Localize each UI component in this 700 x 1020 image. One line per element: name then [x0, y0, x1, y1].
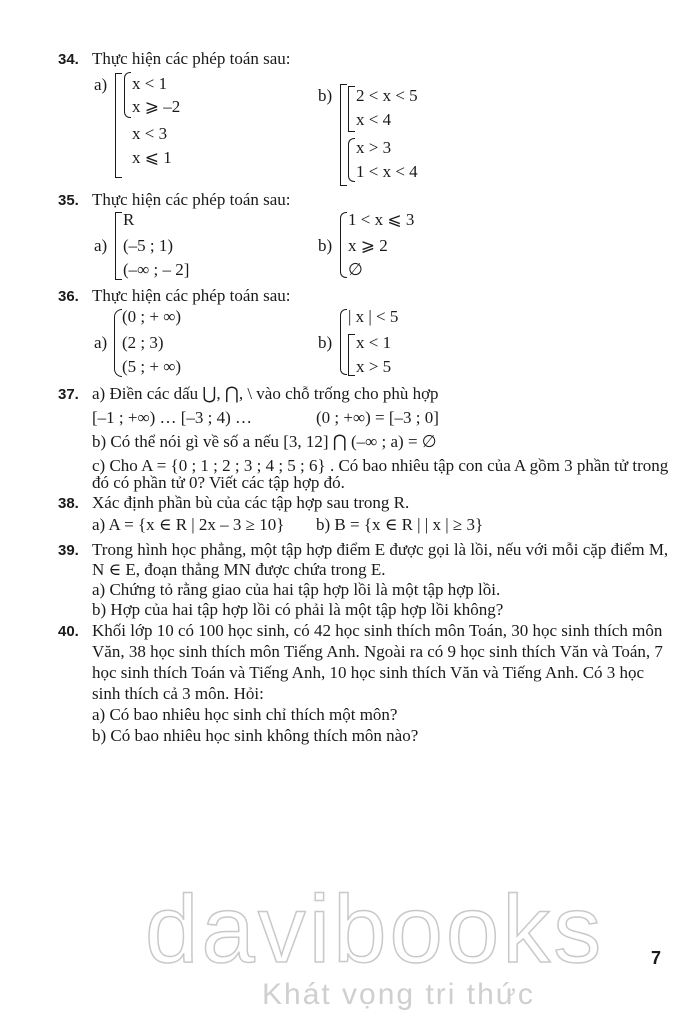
problem-number: 40. — [58, 623, 79, 640]
text-line: a) Có bao nhiêu học sinh chỉ thích một môn? — [92, 705, 398, 724]
condition: ∅ — [348, 260, 363, 279]
square-bracket — [340, 84, 347, 186]
text-line: sinh thích cả 3 môn. Hỏi: — [92, 684, 264, 703]
condition: x > 3 — [356, 138, 392, 157]
text-line: N ∈ E, đoạn thẳng MN được chứa trong E. — [92, 560, 386, 579]
condition: x > 5 — [356, 357, 392, 376]
text-line: c) Cho A = {0 ; 1 ; 2 ; 3 ; 4 ; 5 ; 6} . Có bao nhiêu tập con của A gồm 3 phần tử trong — [92, 456, 669, 475]
set: (–5 ; 1) — [123, 236, 174, 255]
text-line: [–1 ; +∞) … [–3 ; 4) … — [92, 408, 253, 427]
text-line: Khối lớp 10 có 100 học sinh, có 42 học sinh thích môn Toán, 30 học sinh thích môn — [92, 621, 663, 640]
problem-number: 36. — [58, 288, 79, 305]
text-line: học sinh thích Toán và Tiếng Anh, 10 học sinh thích Văn và Tiếng Anh. Có 3 học — [92, 663, 645, 682]
condition: | x | < 5 — [348, 307, 399, 326]
set: (0 ; + ∞) — [122, 307, 182, 326]
condition: x ⩾ 2 — [348, 236, 388, 255]
watermark-slogan: Khát vọng tri thức — [262, 978, 535, 1011]
part-a-label: a) — [94, 236, 108, 255]
problem-number: 35. — [58, 192, 79, 209]
part-a-label: a) — [94, 75, 108, 94]
curly-brace — [124, 72, 130, 118]
curly-brace — [340, 309, 346, 375]
text-line: đó có phần tử 0? Viết các tập hợp đó. — [92, 473, 345, 492]
page-number: 7 — [651, 948, 662, 968]
condition: x ⩾ –2 — [132, 97, 181, 116]
part-b-label: b) — [318, 86, 333, 105]
curly-brace — [348, 138, 354, 182]
text-line: Văn, 38 học sinh thích môn Tiếng Anh. Ngoài ra có 9 học sinh thích Văn và Toán, 7 — [92, 642, 663, 661]
problem-number: 34. — [58, 51, 79, 68]
part-a-label: a) — [94, 333, 108, 352]
text-line: a) Điền các dấu ⋃, ⋂, \ vào chỗ trống cho phù hợp — [92, 384, 439, 403]
curly-brace — [340, 212, 346, 278]
text-line: a) Chứng tỏ rằng giao của hai tập hợp lồi là một tập hợp lồi. — [92, 580, 501, 599]
text-line: (0 ; +∞) = [–3 ; 0] — [316, 408, 439, 427]
round-bracket — [114, 309, 122, 377]
set: (2 ; 3) — [122, 333, 164, 352]
condition: x < 3 — [132, 124, 168, 143]
problem-number: 39. — [58, 542, 79, 559]
set: (–∞ ; – 2] — [123, 260, 190, 279]
part-b-label: b) — [318, 333, 333, 352]
condition: x ⩽ 1 — [132, 148, 172, 167]
condition: x < 4 — [356, 110, 392, 129]
problem-number: 37. — [58, 386, 79, 403]
text-line: Trong hình học phẳng, một tập hợp điểm E được gọi là lồi, nếu với mỗi cặp điểm M, — [92, 540, 669, 559]
condition: 1 < x ⩽ 3 — [348, 210, 415, 229]
condition: 2 < x < 5 — [356, 86, 418, 105]
condition: x < 1 — [132, 74, 168, 93]
set: (5 ; + ∞) — [122, 357, 182, 376]
square-bracket — [348, 334, 355, 376]
watermark-brand: davibooks — [145, 876, 605, 983]
problem-title: Thực hiện các phép toán sau: — [92, 190, 291, 209]
text-line: Xác định phần bù của các tập hợp sau trong R. — [92, 493, 410, 512]
square-bracket — [115, 73, 122, 178]
text-line: a) A = {x ∈ R | 2x – 3 ≥ 10} — [92, 515, 285, 534]
square-bracket — [348, 86, 355, 132]
problem-number: 38. — [58, 495, 79, 512]
text-line: b) Có thể nói gì về số a nếu [3, 12] ⋂ (–∞ ; a) = ∅ — [92, 432, 437, 451]
problem-title: Thực hiện các phép toán sau: — [92, 286, 291, 305]
text-line: b) Có bao nhiêu học sinh không thích môn nào? — [92, 726, 419, 745]
condition: x < 1 — [356, 333, 392, 352]
text-line: b) B = {x ∈ R | | x | ≥ 3} — [316, 515, 484, 534]
square-bracket — [115, 212, 122, 280]
set: R — [123, 210, 135, 229]
part-b-label: b) — [318, 236, 333, 255]
text-line: b) Hợp của hai tập hợp lồi có phải là một tập hợp lồi không? — [92, 600, 504, 619]
problem-title: Thực hiện các phép toán sau: — [92, 49, 291, 68]
condition: 1 < x < 4 — [356, 162, 418, 181]
